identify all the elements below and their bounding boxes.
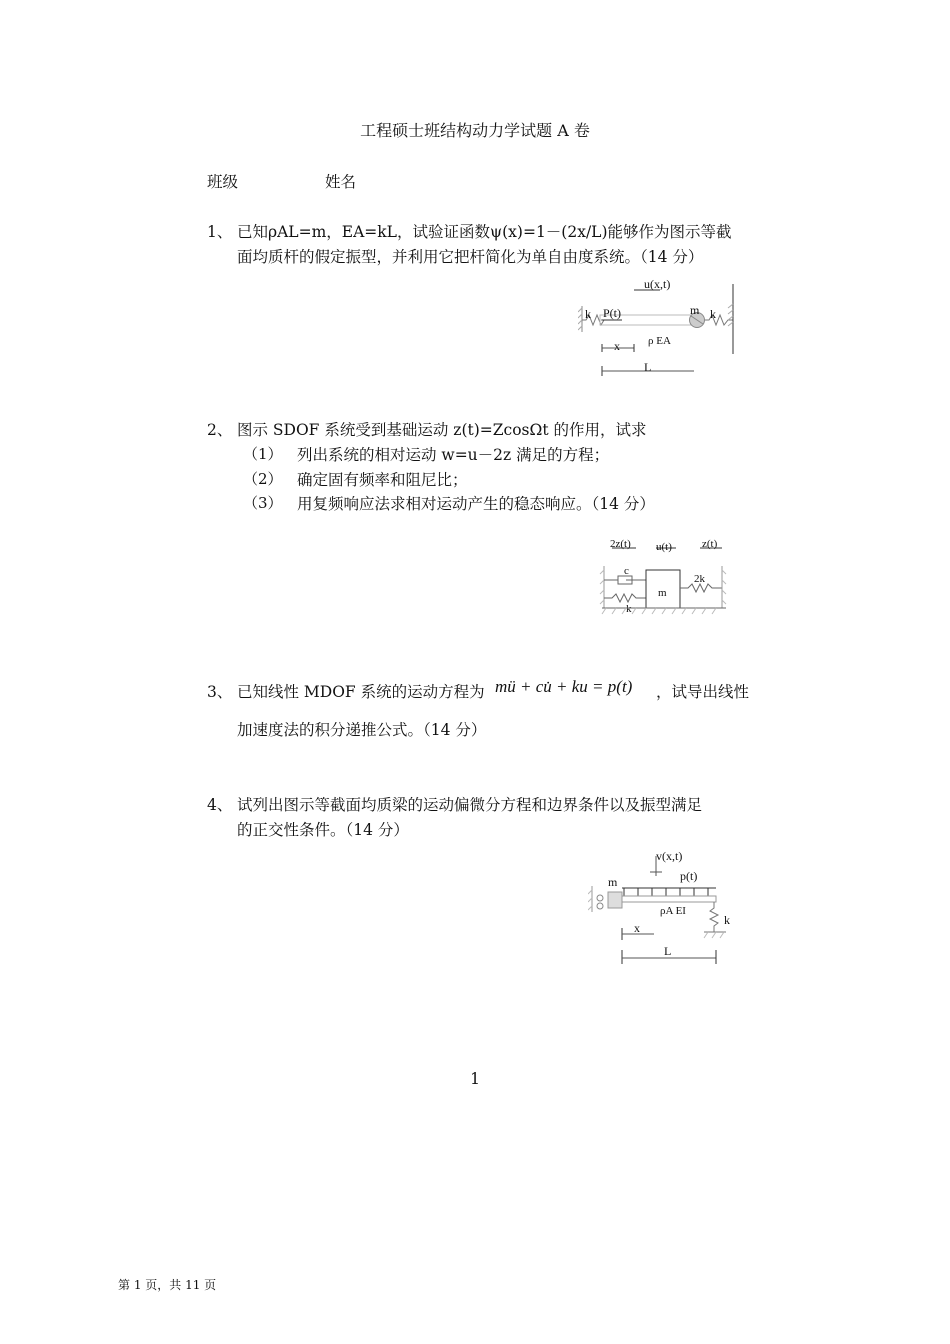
q4-fig-v-label: v(x,t) [656,849,683,863]
q1-fig-x-label: x [614,339,620,353]
q1-fig-rho-ea: ρ EA [648,335,671,347]
page-title: 工程硕士班结构动力学试题 A 卷 [360,121,590,140]
q1-line1: 已知ρAL=m，EA=kL，试验证函数ψ(x)=1－(2x/L)能够作为图示等截 [237,223,732,241]
q2-fig-z-label: z(t) [702,538,718,550]
q2-fig-k-label: k [626,603,632,615]
q1-fig-u-label: u(x,t) [644,277,671,291]
q4-beam-figure [588,846,738,966]
q1-fig-k-left: k [585,307,591,321]
q4-fig-p-label: p(t) [680,869,698,883]
q4-line2: 的正交性条件。（14 分） [237,821,409,839]
q2-item3-text: 用复频响应法求相对运动产生的稳态响应。（14 分） [297,495,655,513]
q1-fig-m-label: m [690,303,700,317]
q2-item1-number: （1） [243,445,283,463]
name-label: 姓名 [325,173,357,191]
q2-number: 2、 [207,421,233,439]
q4-fig-x-label: x [634,921,640,935]
q4-number: 4、 [207,796,233,814]
page-footer: 第 1 页，共 11 页 [118,1278,217,1292]
q1-fig-l-label: L [644,360,652,374]
q2-item2-text: 确定固有频率和阻尼比； [297,471,468,489]
q2-fig-m-label: m [658,587,667,599]
q2-fig-2k-label: 2k [694,573,705,585]
q4-fig-m-label: m [608,875,618,889]
q4-fig-rho-ei: ρA EI [660,905,686,917]
q1-fig-p-label: P(t) [603,306,621,320]
q2-item2-number: （2） [243,470,283,488]
q3-line1-post: ，试导出线性 [656,683,750,701]
q4-fig-k-label: k [724,913,730,927]
q3-line2: 加速度法的积分递推公式。（14 分） [237,721,487,739]
q4-fig-l-label: L [664,944,672,958]
q2-item3-number: （3） [243,494,283,512]
class-label: 班级 [207,173,239,191]
q1-fig-k-right: k [710,307,716,321]
q2-fig-u-label: u(t) [656,541,672,553]
q1-bar-figure [578,272,748,384]
q2-item1-text: 列出系统的相对运动 w=u－2z 满足的方程； [297,446,610,464]
q1-number: 1、 [207,223,233,241]
q1-line2: 面均质杆的假定振型，并利用它把杆简化为单自由度系统。（14 分） [237,248,704,266]
q2-sdof-figure [598,536,730,622]
q4-line1: 试列出图示等截面均质梁的运动偏微分方程和边界条件以及振型满足 [237,796,703,814]
q3-number: 3、 [207,683,233,701]
q3-equation: mü + cu̇ + ku = p(t) [495,677,633,696]
page-number: 1 [470,1070,480,1088]
q2-fig-2z-label: 2z(t) [610,538,631,550]
q3-line1-pre: 已知线性 MDOF 系统的运动方程为 [237,683,485,701]
q2-fig-c-label: c [624,565,629,577]
q2-line1: 图示 SDOF 系统受到基础运动 z(t)=ZcosΩt 的作用，试求 [237,421,647,439]
